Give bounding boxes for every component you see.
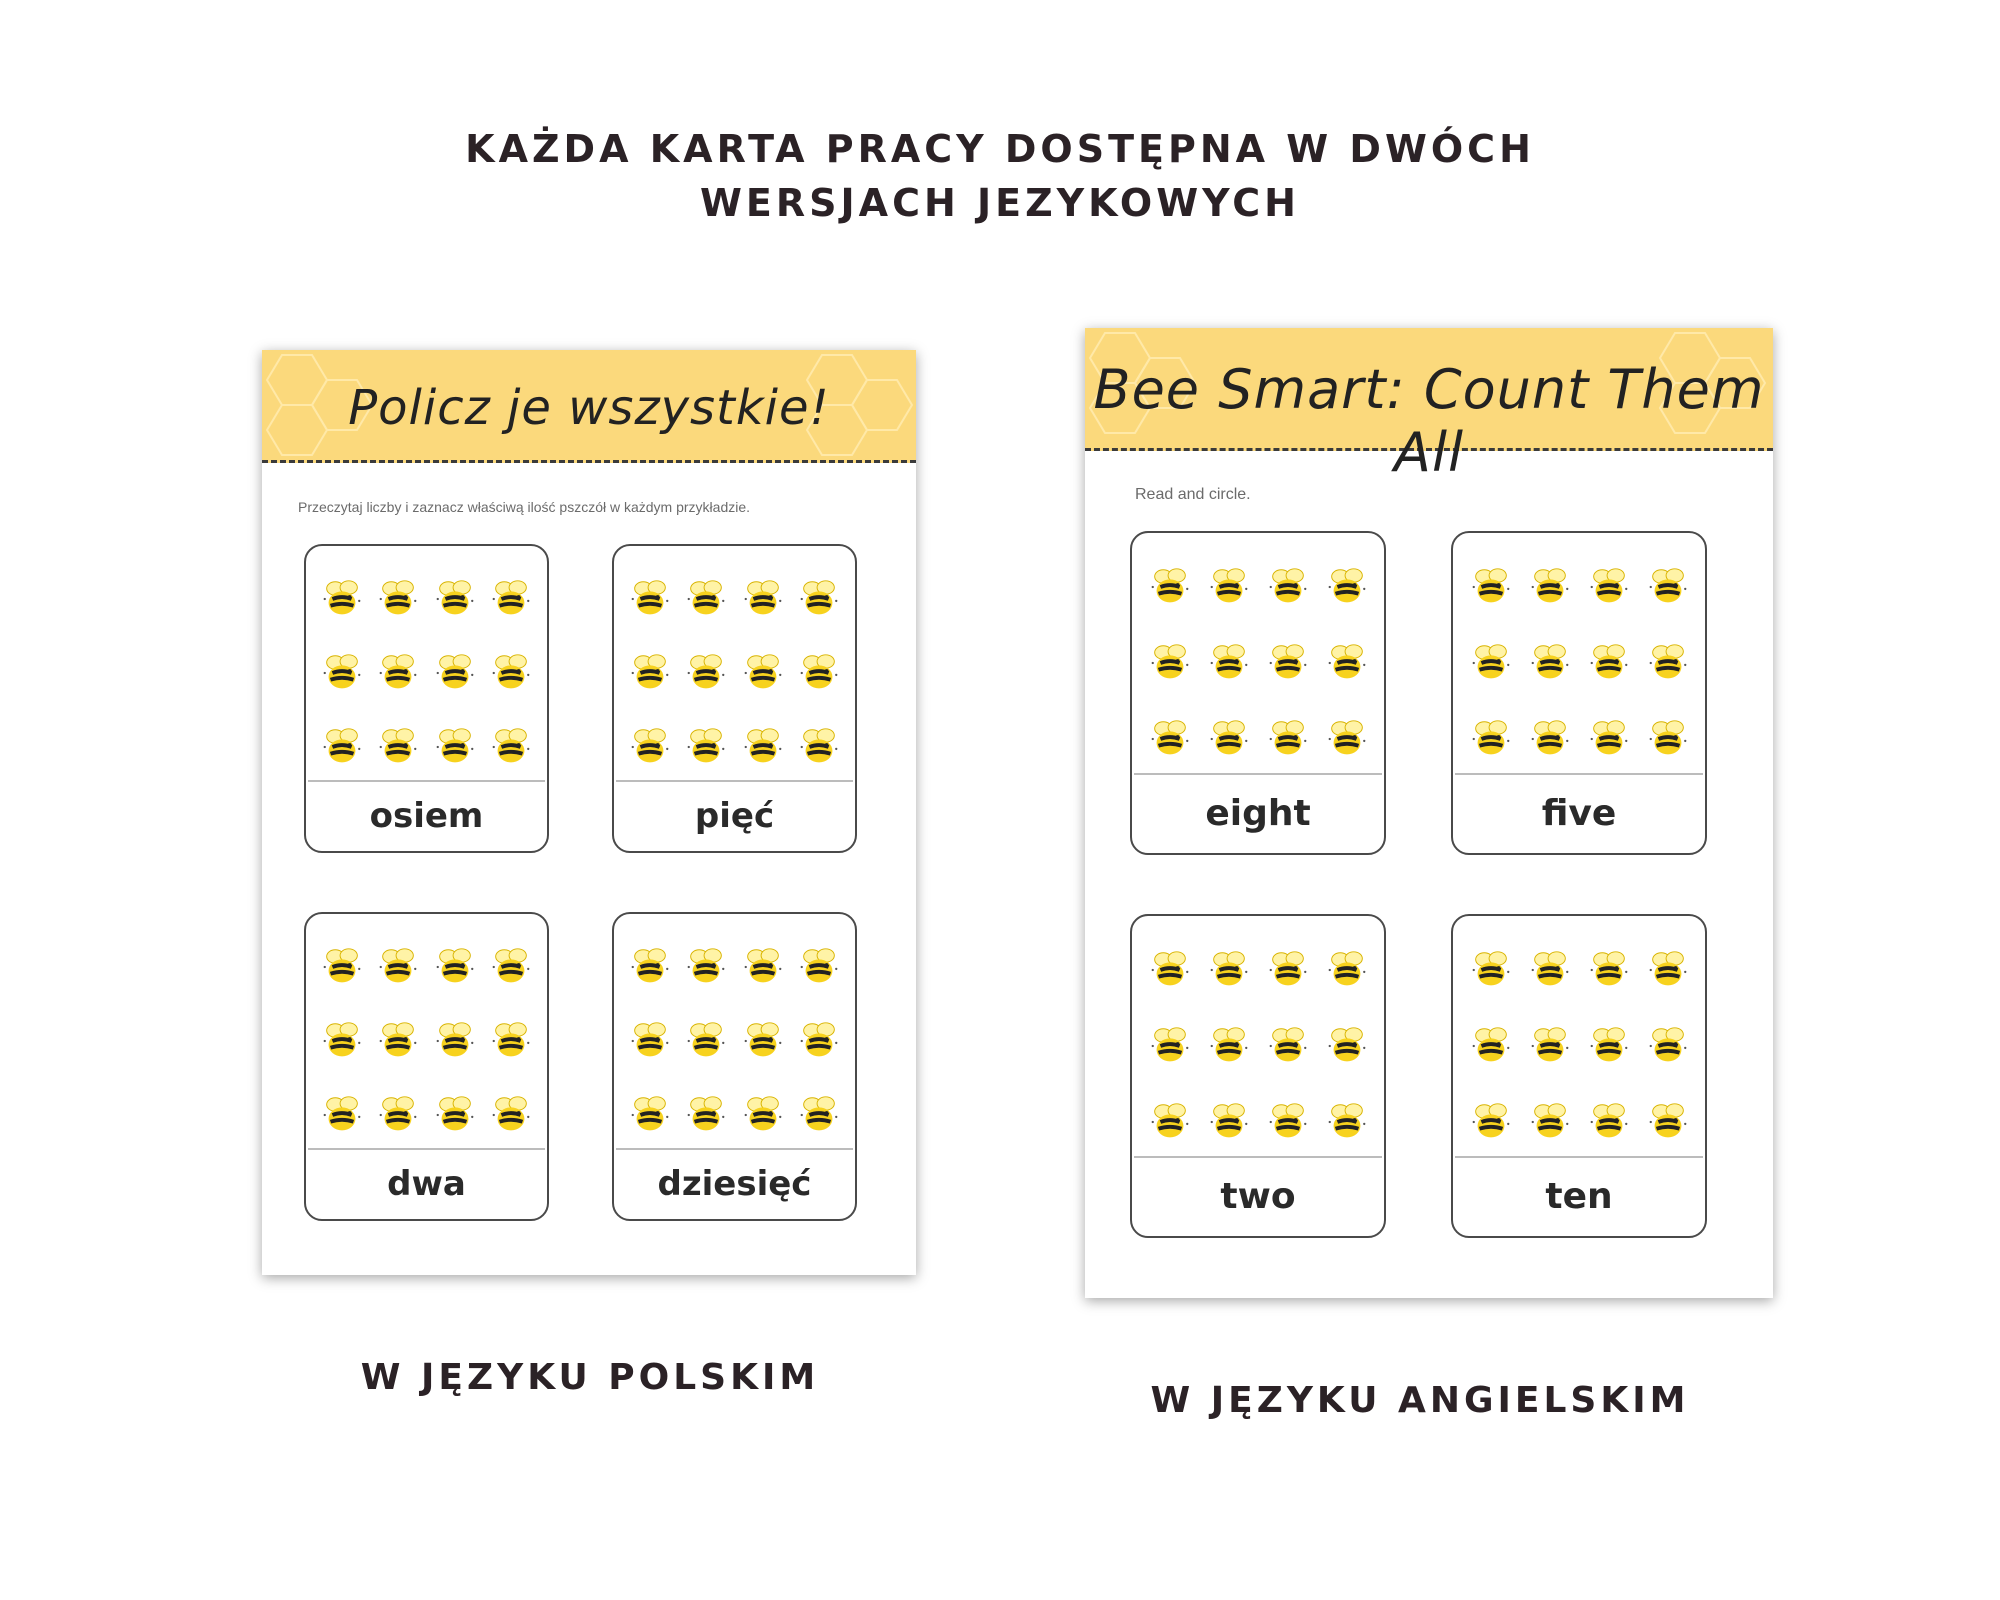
bee-grid bbox=[1132, 549, 1384, 777]
number-word: dwa bbox=[387, 1164, 466, 1204]
number-word: eight bbox=[1205, 793, 1311, 834]
bee-icon[interactable] bbox=[1586, 564, 1632, 610]
bee-icon[interactable] bbox=[375, 1092, 421, 1138]
bee-icon[interactable] bbox=[1206, 564, 1252, 610]
worksheet-title: Policz je wszystkie! bbox=[348, 380, 830, 436]
bee-icon[interactable] bbox=[1147, 947, 1193, 993]
bee-icon[interactable] bbox=[1645, 564, 1691, 610]
bee-icon[interactable] bbox=[683, 944, 729, 990]
bee-icon[interactable] bbox=[796, 576, 842, 622]
number-word: two bbox=[1220, 1176, 1296, 1217]
bee-icon[interactable] bbox=[683, 576, 729, 622]
bee-icon[interactable] bbox=[319, 1092, 365, 1138]
bee-icon[interactable] bbox=[627, 576, 673, 622]
card-divider bbox=[1134, 1156, 1382, 1158]
bee-icon[interactable] bbox=[1645, 1099, 1691, 1145]
bee-icon[interactable] bbox=[1468, 1023, 1514, 1069]
card-divider bbox=[616, 780, 853, 782]
bee-icon[interactable] bbox=[319, 576, 365, 622]
bee-icon[interactable] bbox=[1527, 1099, 1573, 1145]
bee-icon[interactable] bbox=[1468, 947, 1514, 993]
bee-icon[interactable] bbox=[740, 1092, 786, 1138]
bee-icon[interactable] bbox=[796, 1092, 842, 1138]
worksheet-instruction: Read and circle. bbox=[1135, 486, 1251, 503]
card-divider bbox=[616, 1148, 853, 1150]
bee-icon[interactable] bbox=[1265, 564, 1311, 610]
bee-icon[interactable] bbox=[375, 576, 421, 622]
bee-icon[interactable] bbox=[1645, 1023, 1691, 1069]
bee-icon[interactable] bbox=[1206, 1099, 1252, 1145]
bee-icon[interactable] bbox=[1468, 640, 1514, 686]
bee-icon[interactable] bbox=[1265, 947, 1311, 993]
bee-icon[interactable] bbox=[1324, 947, 1370, 993]
count-card[interactable] bbox=[1451, 531, 1707, 855]
bee-icon[interactable] bbox=[627, 1092, 673, 1138]
bee-icon[interactable] bbox=[488, 576, 534, 622]
bee-icon[interactable] bbox=[1147, 1023, 1193, 1069]
bee-icon[interactable] bbox=[683, 724, 729, 770]
bee-icon[interactable] bbox=[1586, 716, 1632, 762]
english-worksheet bbox=[1085, 328, 1773, 1298]
bee-icon[interactable] bbox=[740, 724, 786, 770]
count-card[interactable] bbox=[612, 912, 857, 1221]
bee-icon[interactable] bbox=[1324, 716, 1370, 762]
caption-polish: W JĘZYKU POLSKIM bbox=[360, 1357, 820, 1398]
bee-icon[interactable] bbox=[740, 576, 786, 622]
bee-icon[interactable] bbox=[1147, 564, 1193, 610]
number-word: dziesięć bbox=[657, 1164, 812, 1204]
bee-icon[interactable] bbox=[432, 724, 478, 770]
bee-icon[interactable] bbox=[1527, 564, 1573, 610]
bee-icon[interactable] bbox=[683, 650, 729, 696]
bee-icon[interactable] bbox=[740, 650, 786, 696]
bee-icon[interactable] bbox=[1265, 716, 1311, 762]
card-divider bbox=[308, 780, 545, 782]
bee-icon[interactable] bbox=[432, 1092, 478, 1138]
bee-icon[interactable] bbox=[627, 650, 673, 696]
headline-line-1: KAŻDA KARTA PRACY DOSTĘPNA W DWÓCH bbox=[465, 127, 1535, 171]
bee-icon[interactable] bbox=[488, 944, 534, 990]
number-word: pięć bbox=[694, 796, 775, 836]
bee-icon[interactable] bbox=[432, 944, 478, 990]
bee-grid bbox=[614, 930, 855, 1152]
bee-icon[interactable] bbox=[319, 1018, 365, 1064]
bee-icon[interactable] bbox=[1265, 1023, 1311, 1069]
bee-icon[interactable] bbox=[488, 1092, 534, 1138]
bee-icon[interactable] bbox=[1147, 716, 1193, 762]
bee-icon[interactable] bbox=[432, 1018, 478, 1064]
bee-icon[interactable] bbox=[1206, 947, 1252, 993]
number-word: five bbox=[1541, 793, 1617, 834]
bee-grid bbox=[614, 562, 855, 784]
count-card[interactable] bbox=[304, 544, 549, 853]
count-card[interactable] bbox=[1130, 531, 1386, 855]
bee-icon[interactable] bbox=[627, 724, 673, 770]
bee-icon[interactable] bbox=[627, 1018, 673, 1064]
bee-icon[interactable] bbox=[1324, 1099, 1370, 1145]
polish-worksheet bbox=[262, 350, 916, 1275]
bee-icon[interactable] bbox=[740, 1018, 786, 1064]
page-headline bbox=[0, 122, 2000, 230]
bee-icon[interactable] bbox=[1468, 1099, 1514, 1145]
bee-icon[interactable] bbox=[1527, 640, 1573, 686]
bee-grid bbox=[306, 562, 547, 784]
bee-icon[interactable] bbox=[683, 1092, 729, 1138]
bee-icon[interactable] bbox=[796, 724, 842, 770]
bee-icon[interactable] bbox=[319, 944, 365, 990]
bee-icon[interactable] bbox=[1586, 640, 1632, 686]
bee-icon[interactable] bbox=[488, 1018, 534, 1064]
bee-icon[interactable] bbox=[796, 944, 842, 990]
bee-icon[interactable] bbox=[1468, 564, 1514, 610]
bee-icon[interactable] bbox=[1206, 640, 1252, 686]
bee-icon[interactable] bbox=[740, 944, 786, 990]
bee-icon[interactable] bbox=[375, 650, 421, 696]
bee-icon[interactable] bbox=[1324, 640, 1370, 686]
bee-icon[interactable] bbox=[1645, 716, 1691, 762]
bee-icon[interactable] bbox=[488, 650, 534, 696]
bee-icon[interactable] bbox=[1206, 716, 1252, 762]
bee-icon[interactable] bbox=[1586, 947, 1632, 993]
bee-icon[interactable] bbox=[796, 1018, 842, 1064]
bee-icon[interactable] bbox=[1265, 640, 1311, 686]
worksheet-instruction: Przeczytaj liczby i zaznacz właściwą ilość pszczół w każdym przykładzie. bbox=[298, 499, 751, 515]
bee-icon[interactable] bbox=[1586, 1023, 1632, 1069]
bee-icon[interactable] bbox=[432, 576, 478, 622]
bee-grid bbox=[1453, 549, 1705, 777]
bee-icon[interactable] bbox=[375, 944, 421, 990]
worksheet-banner bbox=[1085, 328, 1773, 484]
worksheet-banner bbox=[262, 350, 916, 463]
worksheet-title: Bee Smart: Count Them All bbox=[1093, 358, 1765, 484]
bee-icon[interactable] bbox=[796, 650, 842, 696]
bee-icon[interactable] bbox=[1586, 1099, 1632, 1145]
bee-icon[interactable] bbox=[1265, 1099, 1311, 1145]
card-divider bbox=[308, 1148, 545, 1150]
count-card[interactable] bbox=[304, 912, 549, 1221]
bee-icon[interactable] bbox=[1324, 1023, 1370, 1069]
bee-icon[interactable] bbox=[319, 724, 365, 770]
card-divider bbox=[1455, 1156, 1703, 1158]
bee-icon[interactable] bbox=[1527, 1023, 1573, 1069]
bee-icon[interactable] bbox=[1645, 640, 1691, 686]
card-divider bbox=[1134, 773, 1382, 775]
number-word: ten bbox=[1545, 1176, 1613, 1217]
bee-icon[interactable] bbox=[1147, 640, 1193, 686]
bee-icon[interactable] bbox=[375, 724, 421, 770]
count-card[interactable] bbox=[612, 544, 857, 853]
bee-icon[interactable] bbox=[627, 944, 673, 990]
count-card[interactable] bbox=[1451, 914, 1707, 1238]
caption-english: W JĘZYKU ANGIELSKIM bbox=[1150, 1380, 1690, 1421]
bee-icon[interactable] bbox=[432, 650, 478, 696]
bee-grid bbox=[1132, 932, 1384, 1160]
bee-icon[interactable] bbox=[1645, 947, 1691, 993]
card-divider bbox=[1455, 773, 1703, 775]
bee-icon[interactable] bbox=[683, 1018, 729, 1064]
bee-icon[interactable] bbox=[1324, 564, 1370, 610]
bee-icon[interactable] bbox=[1206, 1023, 1252, 1069]
bee-icon[interactable] bbox=[375, 1018, 421, 1064]
bee-icon[interactable] bbox=[488, 724, 534, 770]
bee-icon[interactable] bbox=[1147, 1099, 1193, 1145]
bee-grid bbox=[1453, 932, 1705, 1160]
bee-grid bbox=[306, 930, 547, 1152]
number-word: osiem bbox=[369, 796, 484, 836]
bee-icon[interactable] bbox=[319, 650, 365, 696]
bee-icon[interactable] bbox=[1527, 716, 1573, 762]
bee-icon[interactable] bbox=[1468, 716, 1514, 762]
count-card[interactable] bbox=[1130, 914, 1386, 1238]
headline-line-2: WERSJACH JEZYKOWYCH bbox=[700, 181, 1300, 225]
bee-icon[interactable] bbox=[1527, 947, 1573, 993]
